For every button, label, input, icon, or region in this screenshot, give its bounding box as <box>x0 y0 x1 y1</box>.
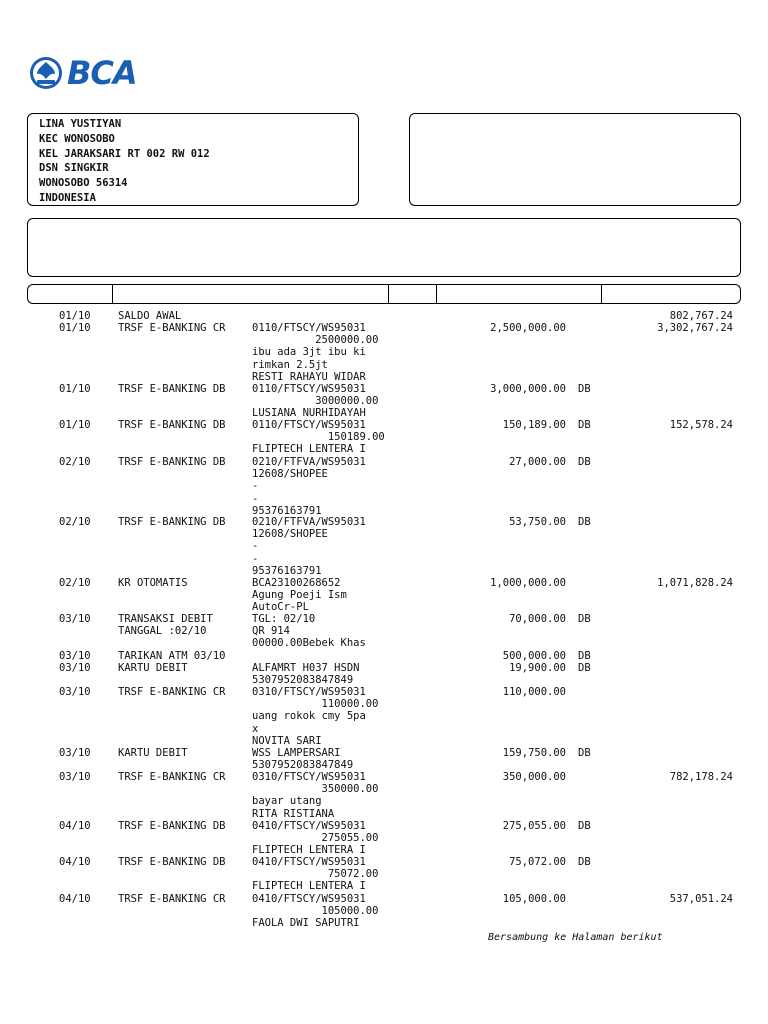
tx-description: TRSF E-BANKING DB <box>118 456 226 468</box>
tx-detail: 0110/FTSCY/WS95031 <box>252 383 366 395</box>
tx-detail: 0410/FTSCY/WS95031 <box>252 893 366 905</box>
tx-description: TARIKAN ATM 03/10 <box>118 650 226 662</box>
tx-db-flag: DB <box>578 456 591 468</box>
tx-detail: FLIPTECH LENTERA I <box>252 880 366 893</box>
tx-date: 02/10 <box>59 516 91 528</box>
tx-detail: 2500000.00 <box>252 334 379 347</box>
tx-detail: TGL: 02/10 <box>252 613 316 625</box>
tx-detail: ALFAMRT H037 HSDN <box>252 662 360 674</box>
tx-amount: 70,000.00 <box>509 613 566 625</box>
tx-date: 03/10 <box>59 686 91 698</box>
tx-description: TANGGAL :02/10 <box>118 625 207 638</box>
tx-detail: FAOLA DWI SAPUTRI <box>252 917 360 930</box>
tx-amount: 110,000.00 <box>502 686 566 698</box>
tx-balance: 152,578.24 <box>669 419 733 431</box>
tx-date: 04/10 <box>59 893 91 905</box>
tx-amount: 1,000,000.00 <box>490 577 566 589</box>
tx-detail: 150189.00 <box>252 431 385 444</box>
tx-detail: 0310/FTSCY/WS95031 <box>252 771 366 783</box>
tx-detail: rimkan 2.5jt <box>252 358 328 371</box>
tx-detail: 0110/FTSCY/WS95031 <box>252 322 366 334</box>
tx-detail: 3000000.00 <box>252 395 379 408</box>
period-info-box <box>27 218 741 277</box>
table-header-bar <box>27 284 741 304</box>
tx-detail: 0410/FTSCY/WS95031 <box>252 820 366 832</box>
tx-balance: 3,302,767.24 <box>657 322 733 334</box>
tx-amount: 3,000,000.00 <box>490 383 566 395</box>
tx-date: 03/10 <box>59 613 91 625</box>
tx-detail: 0410/FTSCY/WS95031 <box>252 856 366 868</box>
tx-amount: 27,000.00 <box>509 456 566 468</box>
address-line: DSN SINGKIR <box>39 162 109 175</box>
address-line: KEL JARAKSARI RT 002 RW 012 <box>39 147 210 160</box>
tx-description: TRSF E-BANKING DB <box>118 419 226 431</box>
tx-amount: 105,000.00 <box>502 893 566 905</box>
tx-date: 01/10 <box>59 322 91 334</box>
tx-detail: 5307952083847849 <box>252 759 354 772</box>
tx-detail: 75072.00 <box>252 868 379 881</box>
tx-db-flag: DB <box>578 662 591 674</box>
tx-date: 03/10 <box>59 747 91 759</box>
tx-description: TRANSAKSI DEBIT <box>118 613 213 625</box>
tx-detail: 0210/FTFVA/WS95031 <box>252 456 366 468</box>
tx-date: 03/10 <box>59 771 91 783</box>
tx-description: TRSF E-BANKING DB <box>118 516 226 528</box>
tx-db-flag: DB <box>578 747 591 759</box>
tx-detail: 95376163791 <box>252 504 322 517</box>
tx-amount: 75,072.00 <box>509 856 566 868</box>
tx-detail: NOVITA SARI <box>252 734 322 747</box>
address-line: LINA YUSTIYAN <box>39 118 122 130</box>
tx-date: 04/10 <box>59 820 91 832</box>
tx-detail: 95376163791 <box>252 564 322 577</box>
tx-description: SALDO AWAL <box>118 310 182 322</box>
tx-detail: ibu ada 3jt ibu ki <box>252 346 366 359</box>
tx-detail: FLIPTECH LENTERA I <box>252 844 366 857</box>
tx-amount: 150,189.00 <box>502 419 566 431</box>
tx-detail: Agung Poeji Ism <box>252 589 347 602</box>
tx-description: TRSF E-BANKING DB <box>118 383 226 395</box>
tx-description: TRSF E-BANKING DB <box>118 856 226 868</box>
tx-balance: 782,178.24 <box>669 771 733 783</box>
address-box <box>27 113 359 206</box>
tx-detail: - <box>252 552 259 565</box>
bca-wordmark: BCA <box>67 54 137 92</box>
tx-date: 01/10 <box>59 419 91 431</box>
tx-amount: 159,750.00 <box>502 747 566 759</box>
tx-detail: 12608/SHOPEE <box>252 528 328 541</box>
tx-description: TRSF E-BANKING CR <box>118 893 226 905</box>
tx-detail: WSS LAMPERSARI <box>252 747 341 759</box>
tx-db-flag: DB <box>578 613 591 625</box>
tx-detail: 00000.00Bebek Khas <box>252 637 366 650</box>
tx-detail: 275055.00 <box>252 832 379 845</box>
tx-date: 01/10 <box>59 310 91 322</box>
tx-detail: 0110/FTSCY/WS95031 <box>252 419 366 431</box>
tx-detail: 12608/SHOPEE <box>252 468 328 481</box>
tx-detail: 5307952083847849 <box>252 674 354 687</box>
tx-description: TRSF E-BANKING CR <box>118 686 226 698</box>
tx-amount: 53,750.00 <box>509 516 566 528</box>
tx-date: 02/10 <box>59 456 91 468</box>
tx-amount: 2,500,000.00 <box>490 322 566 334</box>
tx-date: 01/10 <box>59 383 91 395</box>
tx-detail: uang rokok cmy 5pa <box>252 710 366 723</box>
tx-detail: - <box>252 540 259 553</box>
tx-detail: x <box>252 722 259 735</box>
tx-date: 02/10 <box>59 577 91 589</box>
continued-note: Bersambung ke Halaman berikut <box>488 932 663 943</box>
tx-detail: - <box>252 492 259 505</box>
tx-balance: 802,767.24 <box>669 310 733 322</box>
tx-detail: - <box>252 480 259 493</box>
tx-db-flag: DB <box>578 419 591 431</box>
tx-date: 03/10 <box>59 650 91 662</box>
tx-balance: 537,051.24 <box>669 893 733 905</box>
tx-description: KARTU DEBIT <box>118 747 188 759</box>
tx-detail: RESTI RAHAYU WIDAR <box>252 370 366 383</box>
tx-detail: 350000.00 <box>252 783 379 796</box>
tx-amount: 19,900.00 <box>509 662 566 674</box>
tx-db-flag: DB <box>578 516 591 528</box>
tx-description: TRSF E-BANKING DB <box>118 820 226 832</box>
tx-db-flag: DB <box>578 383 591 395</box>
tx-detail: RITA RISTIANA <box>252 807 335 820</box>
tx-detail: BCA23100268652 <box>252 577 341 589</box>
tx-date: 04/10 <box>59 856 91 868</box>
tx-description: KR OTOMATIS <box>118 577 188 589</box>
tx-balance: 1,071,828.24 <box>657 577 733 589</box>
tx-description: KARTU DEBIT <box>118 662 188 674</box>
account-info-box <box>409 113 741 206</box>
tx-detail: 105000.00 <box>252 905 379 918</box>
tx-amount: 350,000.00 <box>502 771 566 783</box>
tx-amount: 275,055.00 <box>502 820 566 832</box>
tx-detail: FLIPTECH LENTERA I <box>252 443 366 456</box>
tx-description: TRSF E-BANKING CR <box>118 322 226 334</box>
tx-date: 03/10 <box>59 662 91 674</box>
tx-amount: 500,000.00 <box>502 650 566 662</box>
address-line: KEC WONOSOBO <box>39 132 115 145</box>
tx-detail: 110000.00 <box>252 698 379 711</box>
tx-db-flag: DB <box>578 820 591 832</box>
tx-detail: 0310/FTSCY/WS95031 <box>252 686 366 698</box>
tx-db-flag: DB <box>578 650 591 662</box>
tx-detail: bayar utang <box>252 795 322 808</box>
address-line: WONOSOBO 56314 <box>39 177 128 190</box>
tx-detail: AutoCr-PL <box>252 601 309 614</box>
tx-description: TRSF E-BANKING CR <box>118 771 226 783</box>
address-line: INDONESIA <box>39 191 96 204</box>
tx-detail: QR 914 <box>252 625 290 638</box>
tx-detail: 0210/FTFVA/WS95031 <box>252 516 366 528</box>
tx-db-flag: DB <box>578 856 591 868</box>
tx-detail: LUSIANA NURHIDAYAH <box>252 407 366 420</box>
